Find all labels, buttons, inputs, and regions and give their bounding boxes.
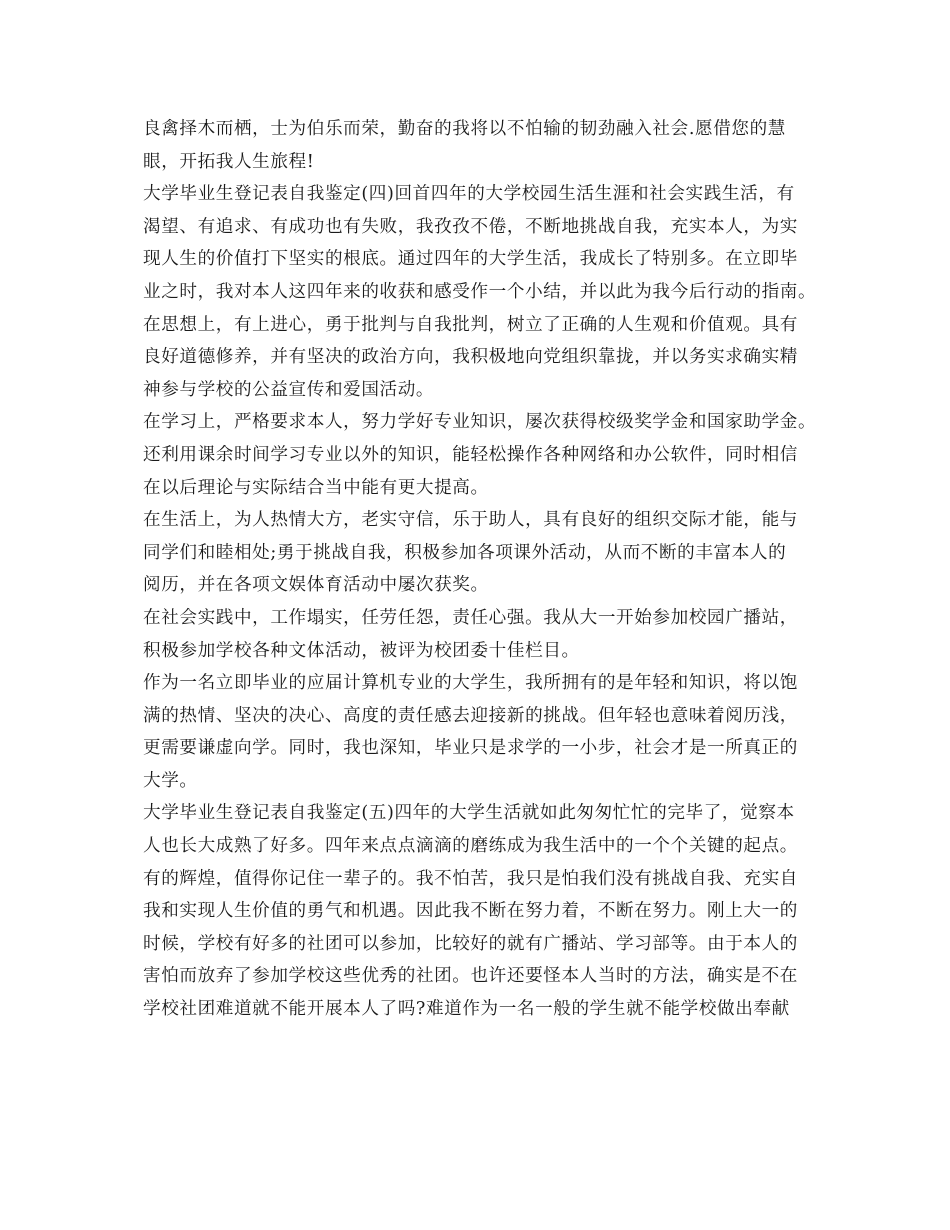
text-line: 作为一名立即毕业的应届计算机专业的大学生，我所拥有的是年轻和知识，将以饱 [143, 673, 798, 694]
text-line: 时候，学校有好多的社团可以参加，比较好的就有广播站、学习部等。由于本人的 [143, 933, 798, 954]
text-line: 阅历，并在各项文娱体育活动中屡次获奖。 [143, 575, 489, 596]
document-body [143, 113, 828, 1026]
text-line: 还利用课余时间学习专业以外的知识，能轻松操作各种网络和办公软件，同时相信 [143, 444, 798, 465]
text-line: 学校社团难道就不能开展本人了吗?难道作为一名一般的学生就不能学校做出奉献 [143, 999, 790, 1020]
text-line: 大学毕业生登记表自我鉴定(五)四年的大学生活就如此匆匆忙忙的完毕了，觉察本 [143, 803, 795, 824]
text-line: 满的热情、坚决的决心、高度的责任感去迎接新的挑战。但年轻也意味着阅历浅， [143, 705, 798, 726]
text-line: 更需要谦虚向学。同时，我也深知，毕业只是求学的一小步，社会才是一所真正的 [143, 738, 798, 759]
text-line: 在思想上，有上进心，勇于批判与自我批判，树立了正确的人生观和价值观。具有 [143, 314, 798, 335]
text-line: 现人生的价值打下坚实的根底。通过四年的大学生活，我成长了特别多。在立即毕 [143, 249, 798, 270]
text-line: 积极参加学校各种文体活动，被评为校团委十佳栏目。 [143, 640, 580, 661]
text-line: 神参与学校的公益宣传和爱国活动。 [143, 379, 435, 400]
text-line: 大学毕业生登记表自我鉴定(四)回首四年的大学校园生活生涯和社会实践生活，有 [143, 184, 795, 205]
text-line: 有的辉煌，值得你记住一辈子的。我不怕苦，我只是怕我们没有挑战自我、充实自 [143, 868, 798, 889]
text-line: 在学习上，严格要求本人，努力学好专业知识，屡次获得校级奖学金和国家助学金。 [143, 412, 817, 433]
text-line: 同学们和睦相处;勇于挑战自我，积极参加各项课外活动，从而不断的丰富本人的 [143, 542, 787, 563]
text-line: 渴望、有追求、有成功也有失败，我孜孜不倦，不断地挑战自我，充实本人，为实 [143, 216, 798, 237]
text-line: 我和实现人生价值的勇气和机遇。因此我不断在努力着，不断在努力。刚上大一的 [143, 901, 798, 922]
text-line: 眼，开拓我人生旅程! [143, 151, 315, 172]
text-line: 在以后理论与实际结合当中能有更大提高。 [143, 477, 489, 498]
text-line: 在生活上，为人热情大方，老实守信，乐于助人，具有良好的组织交际才能，能与 [143, 510, 798, 531]
text-line: 良好道德修养，并有坚决的政治方向，我积极地向党组织靠拢，并以务实求确实精 [143, 347, 798, 368]
text-line: 害怕而放弃了参加学校这些优秀的社团。也许还要怪本人当时的方法，确实是不在 [143, 966, 798, 987]
text-line: 在社会实践中，工作塌实，任劳任怨，责任心强。我从大一开始参加校园广播站， [143, 607, 798, 628]
text-line: 良禽择木而栖，士为伯乐而荣，勤奋的我将以不怕输的韧劲融入社会.愿借您的慧 [143, 119, 786, 139]
text-line: 人也长大成熟了好多。四年来点点滴滴的磨练成为我生活中的一个个关键的起点。 [143, 836, 798, 857]
text-line: 大学。 [143, 770, 198, 791]
text-line: 业之时，我对本人这四年来的收获和感受作一个小结，并以此为我今后行动的指南。 [143, 281, 817, 302]
